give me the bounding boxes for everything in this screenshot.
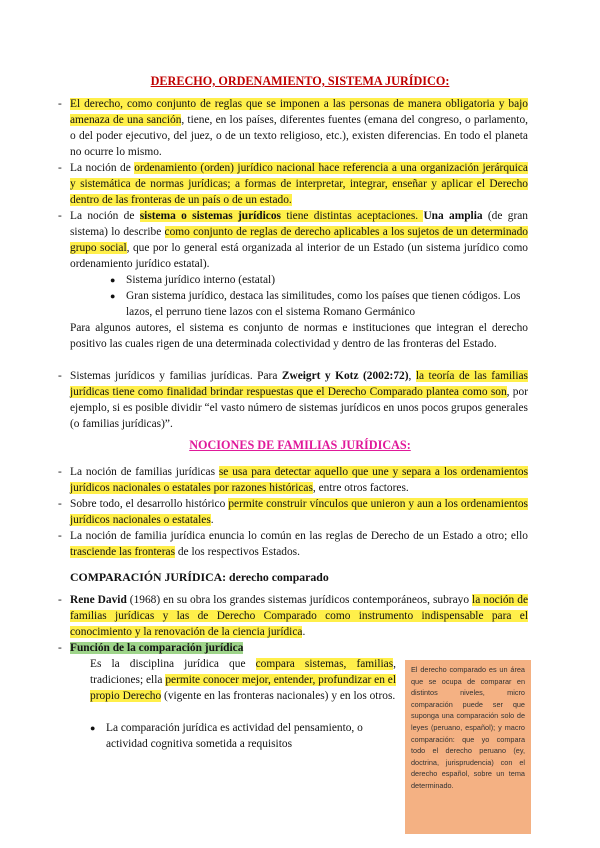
list-dash: - [58, 530, 62, 542]
paragraph-sistema [58, 208, 528, 272]
bullet-item [110, 288, 528, 320]
subheading-funcion: Función de la comparación jurídica [70, 642, 244, 654]
list-dash: - [58, 162, 62, 174]
bullet-dot: ● [90, 723, 96, 733]
highlight-text: la teoría de las familias jurídicas tiene como finalidad brindar respuestas que el Derecho Comparado plantea como son [70, 370, 528, 398]
list-dash: - [58, 210, 62, 222]
bold-text: Zweigrt y Kotz (2002:72) [281, 370, 409, 382]
list-dash: - [58, 498, 62, 510]
highlight-text: permite construir vínculos que unieron y aun a los ordenamientos jurídicos nacionales o estatales [70, 498, 528, 526]
bullet-text: Gran sistema jurídico, destaca las similitudes, como los países que tienen códigos. Los lazos, el perruno tiene lazos con el sistema Romano Germánico [126, 290, 521, 318]
paragraph-nocion-familias [58, 464, 529, 496]
paragraph-text: , entre otros factores. [312, 482, 409, 494]
paragraph-text: , por ejemplo, si es posible dividir “el vasto número de sistemas jurídicos en unos pocos grupos generales (o familias jurídicas)”. [70, 386, 528, 430]
section-title-derecho: DERECHO, ORDENAMIENTO, SISTEMA JURÍDICO: [150, 74, 450, 88]
section-heading-comparacion: COMPARACIÓN JURÍDICA: derecho comparado [70, 570, 329, 584]
highlight-text: tiene distintas aceptaciones. [281, 210, 424, 222]
paragraph-text: Es la disciplina jurídica que [90, 658, 256, 670]
highlight-text: El derecho, como conjunto de reglas que se imponen a las personas de manera obligatoria y bajo amenaza de una sanción [70, 98, 528, 126]
paragraph-text: de los respectivos Estados. [175, 546, 300, 558]
paragraph-ordenamiento [58, 160, 528, 208]
paragraph-derecho [58, 96, 528, 160]
highlight-text: la noción de familias jurídicas y las de Derecho Comparado como instrumento indispensable para el conocimiento y la renovación de la ciencia jurídica [70, 594, 529, 638]
paragraph-text: . [210, 514, 214, 526]
bullet-text: La comparación jurídica es actividad del pensamiento, o actividad cognitiva sometida a requisitos [106, 722, 363, 750]
paragraph-text: (de gran sistema) lo describe [70, 210, 528, 238]
paragraph-text: La noción de familias jurídicas [70, 466, 219, 478]
highlight-text: ordenamiento (orden) jurídico nacional hace referencia a una organización jerárquica y sistemática de normas jurídicas; a formas de interpretar, integrar, enseñar y aplicar el Derecho dentro de las fronteras de un país o de un estado. [70, 162, 528, 206]
section-title-familias: NOCIONES DE FAMILIAS JURÍDICAS: [189, 438, 411, 452]
highlight-text: como conjunto de reglas de derecho aplicables a los sujetos de un determinado grupo social [70, 226, 528, 254]
bold-text: Rene David [70, 594, 127, 606]
highlight-bold-text: sistema o sistemas jurídicos [139, 210, 281, 222]
paragraph-text: (1968) en su obra los grandes sistemas jurídicos contemporáneos, subrayo [126, 594, 473, 606]
list-dash: - [58, 594, 62, 606]
bullet-dot: ● [110, 291, 116, 301]
paragraph-text: La noción de [70, 162, 135, 174]
list-dash: - [58, 98, 62, 110]
bullet-item [90, 720, 398, 752]
list-dash: - [58, 642, 62, 654]
paragraph-disciplina [90, 656, 396, 704]
highlight-text: trasciende las fronteras [70, 546, 175, 558]
paragraph-desarrollo [58, 496, 528, 528]
list-dash: - [58, 466, 62, 478]
paragraph-rene-david [58, 592, 529, 640]
paragraph-text: Para algunos autores, el sistema es conjunto de normas e instituciones que integran el derecho positivo las cuales rigen de una determinada colectividad y dentro de las fronteras del Estado. [70, 322, 528, 350]
paragraph-text: (vigente en las fronteras nacionales) y en los otros. [161, 690, 396, 702]
paragraph-text: Sobre todo, el desarrollo histórico [70, 498, 229, 510]
bullet-text: Sistema jurídico interno (estatal) [126, 274, 275, 286]
paragraph-text: , tradiciones; ella [90, 658, 397, 686]
paragraph-familias [58, 368, 528, 432]
list-dash: - [58, 370, 62, 382]
paragraph-funcion [58, 640, 244, 656]
note-text: El derecho comparado es un área que se ocupa de comparar en distintos niveles, micro comparación puede ser que suponga una comparación solo de leyes (peruano, español); y macro comparación: que yo compara todo el derecho peruano (ey, doctrina, jurisprudencia) con el derecho español, sobre un tema determinado. [411, 665, 525, 790]
note-box [405, 660, 531, 834]
highlight-text: compara sistemas, familias [255, 658, 394, 670]
paragraph-text: , [408, 370, 416, 382]
paragraph-text: , tiene, en los países, diferentes fuentes (emana del congreso, o parlamento, o del poder ejecutivo, del juez, o de un texto religioso, etc.), existen diferencias. En todo el planeta no ocurre lo mismo. [70, 114, 528, 158]
paragraph-text: , que por lo general está organizada al interior de un Estado (un sistema jurídico como ordenamiento jurídico estatal). [70, 242, 528, 270]
bullet-item [110, 272, 528, 288]
highlight-text: se usa para detectar aquello que une y separa a los ordenamientos jurídicos nacionales o estatales por razones históricas [70, 466, 529, 494]
paragraph-text: La noción de familia jurídica enuncia lo común en las reglas de Derecho de un Estado a otro; ello [70, 530, 528, 542]
paragraph-familia-juridica [58, 528, 528, 560]
paragraph-text: Sistemas jurídicos y familias jurídicas. Para [70, 370, 282, 382]
highlight-text: permite conocer mejor, entender, profundizar en el propio Derecho [90, 674, 396, 702]
bullet-dot: ● [110, 275, 116, 285]
paragraph-text: La noción de [70, 210, 140, 222]
paragraph-text: . [302, 626, 306, 638]
paragraph-autores [70, 320, 528, 352]
bold-text: Una amplia [423, 210, 483, 222]
